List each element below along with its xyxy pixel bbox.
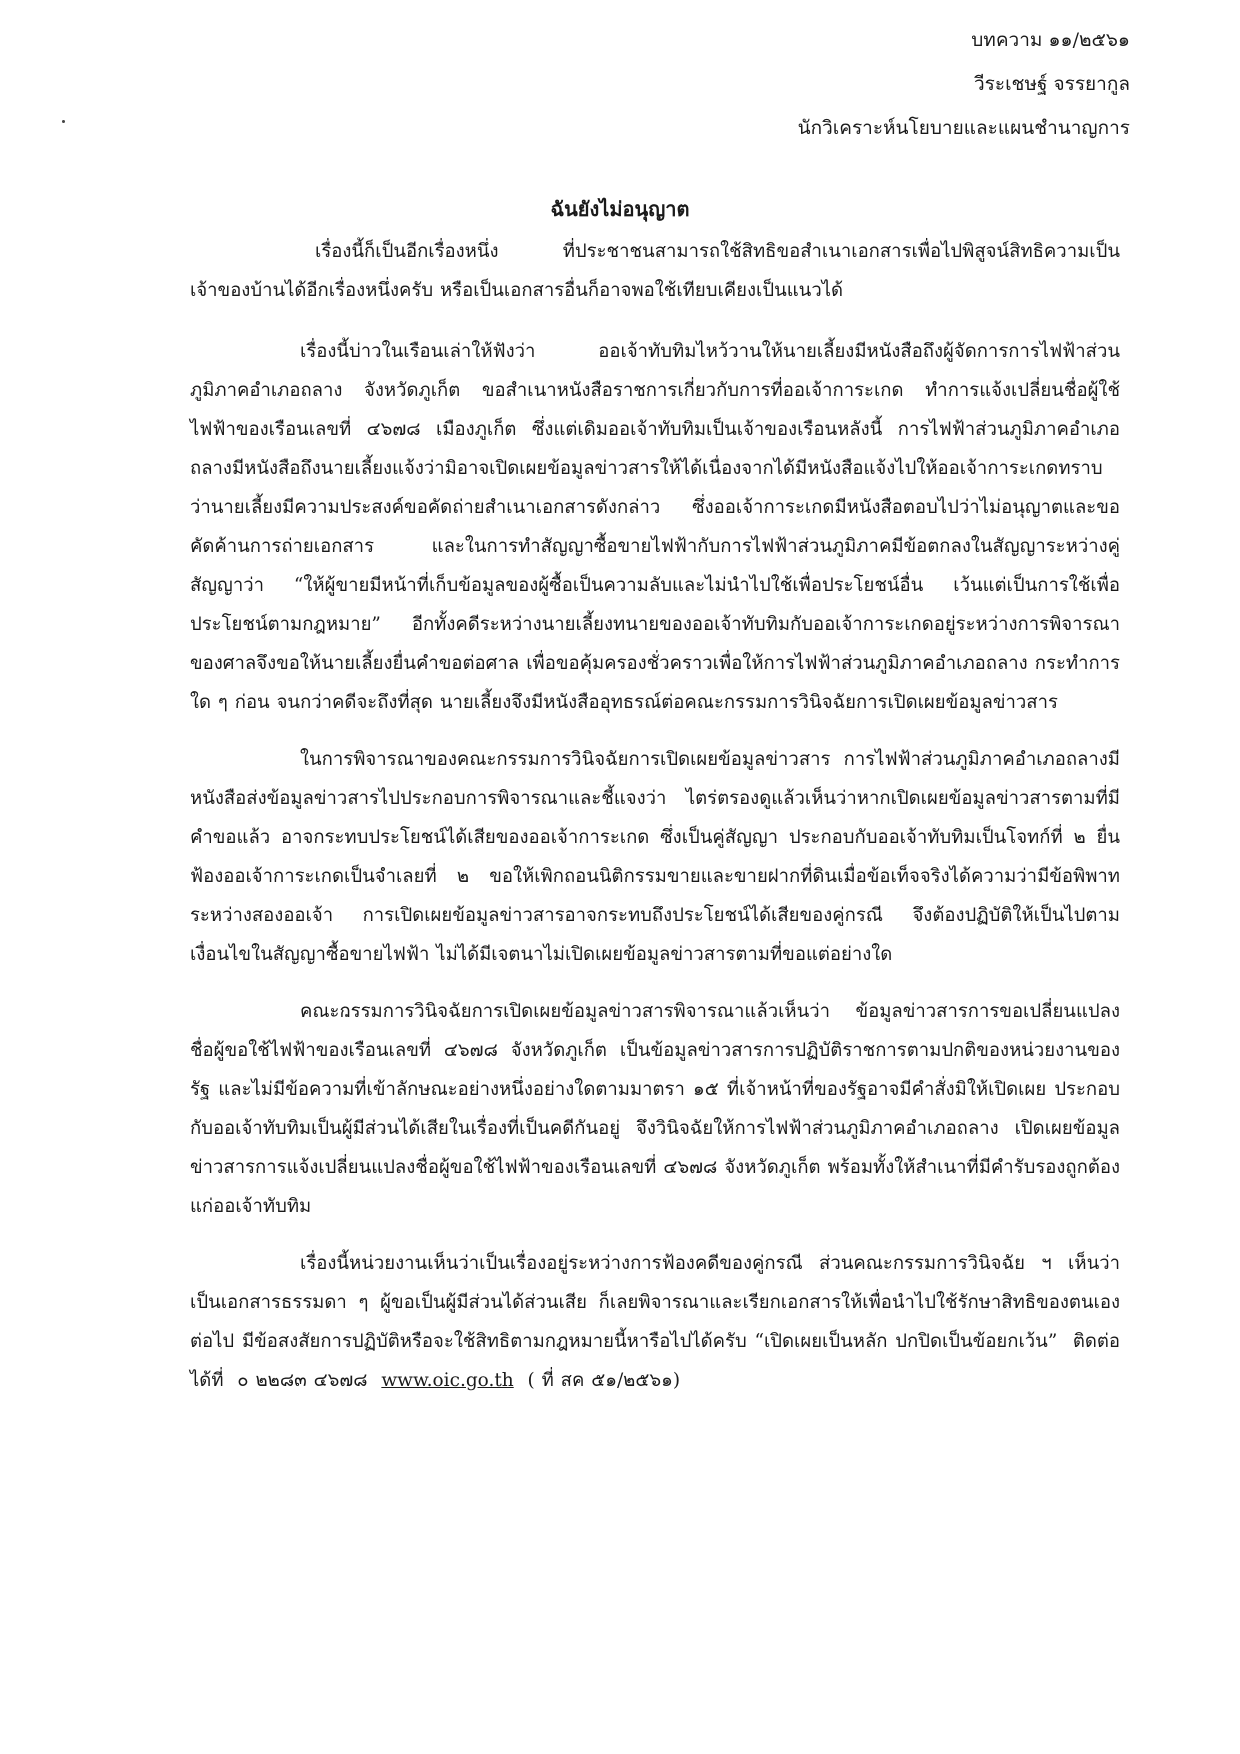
paragraph-agency-reply: ในการพิจารณาของคณะกรรมการวินิจฉัยการเปิดเผยข้อมูลข่าวสาร การไฟฟ้าส่วนภูมิภาคอำเภอถลางมีหนังสือส่งข้อมูลข่าวสารไปประกอบการพิจารณาและชี้แจงว่า ไตร่ตรองดูแล้วเห็นว่าหากเปิดเผยข้อมูลข่าวสารตามที่มีคำขอแล้ว อาจกระทบประโยชน์ได้เสียของออเจ้าการะเกด ซึ่งเป็นคู่สัญญา ประกอบกับออเจ้าทับทิมเป็นโจทก์ที่ ๒ ยื่นฟ้องออเจ้าการะเกดเป็นจำเลยที่ ๒ ขอให้เพิกถอนนิติกรรมขายและขายฝากที่ดินเมื่อข้อเท็จจริงได้ความว่ามีข้อพิพาทระหว่างสองออเจ้า การเปิดเผยข้อมูลข่าวสารอาจกระทบถึงประโยชน์ได้เสียของคู่กรณี จึงต้องปฏิบัติให้เป็นไปตามเงื่อนไขในสัญญาซื้อขายไฟฟ้า ไม่ได้มีเจตนาไม่เปิดเผยข้อมูลข่าวสารตามที่ขอแต่อย่างใด bbox=[190, 749, 1120, 965]
scan-speck bbox=[62, 120, 65, 123]
document-title: ฉันยังไม่อนุญาต bbox=[550, 197, 690, 221]
author-position: นักวิเคราะห์นโยบายและแผนชำนาญการ bbox=[797, 117, 1130, 139]
article-number: บทความ ๑๑/๒๕๖๑ bbox=[971, 29, 1130, 51]
document-header bbox=[630, 18, 1130, 150]
author-name: วีระเชษฐ์ จรรยากูล bbox=[973, 73, 1130, 95]
document-reference: ( ที่ สค ๕๑/๒๕๖๑) bbox=[527, 1370, 681, 1391]
contact-website-link[interactable]: www.oic.go.th bbox=[381, 1370, 514, 1391]
paragraph-committee-ruling: คณะกรรมการวินิจฉัยการเปิดเผยข้อมูลข่าวสารพิจารณาแล้วเห็นว่า ข้อมูลข่าวสารการขอเปลี่ยนแปลงชื่อผู้ขอใช้ไฟฟ้าของเรือนเลขที่ ๔๖๗๘ จังหวัดภูเก็ต เป็นข้อมูลข่าวสารการปฏิบัติราชการตามปกติของหน่วยงานของรัฐ และไม่มีข้อความที่เข้าลักษณะอย่างหนึ่งอย่างใดตามมาตรา ๑๕ ที่เจ้าหน้าที่ของรัฐอาจมีคำสั่งมิให้เปิดเผย ประกอบกับออเจ้าทับทิมเป็นผู้มีส่วนได้เสียในเรื่องที่เป็นคดีกันอยู่ จึงวินิจฉัยให้การไฟฟ้าส่วนภูมิภาคอำเภอถลาง เปิดเผยข้อมูลข่าวสารการแจ้งเปลี่ยนแปลงชื่อผู้ขอใช้ไฟฟ้าของเรือนเลขที่ ๔๖๗๘ จังหวัดภูเก็ต พร้อมทั้งให้สำเนาที่มีคำรับรองถูกต้องแก่ออเจ้าทับทิม bbox=[190, 1001, 1120, 1217]
paragraph-story: เรื่องนี้บ่าวในเรือนเล่าให้ฟังว่า ออเจ้าทับทิมไหว้วานให้นายเลี้ยงมีหนังสือถึงผู้จัดการการไฟฟ้าส่วนภูมิภาคอำเภอถลาง จังหวัดภูเก็ต ขอสำเนาหนังสือราชการเกี่ยวกับการที่ออเจ้าการะเกด ทำการแจ้งเปลี่ยนชื่อผู้ใช้ไฟฟ้าของเรือนเลขที่ ๔๖๗๘ เมืองภูเก็ต ซึ่งแต่เดิมออเจ้าทับทิมเป็นเจ้าของเรือนหลังนี้ การไฟฟ้าส่วนภูมิภาคอำเภอถลางมีหนังสือถึงนายเลี้ยงแจ้งว่ามิอาจเปิดเผยข้อมูลข่าวสารให้ได้เนื่องจากได้มีหนังสือแจ้งไปให้ออเจ้าการะเกดทราบว่านายเลี้ยงมีความประสงค์ขอคัดถ่ายสำเนาเอกสารดังกล่าว ซึ่งออเจ้าการะเกดมีหนังสือตอบไปว่าไม่อนุญาตและขอคัดค้านการถ่ายเอกสาร และในการทำสัญญาซื้อขายไฟฟ้ากับการไฟฟ้าส่วนภูมิภาคมีข้อตกลงในสัญญาระหว่างคู่สัญญาว่า “ให้ผู้ขายมีหน้าที่เก็บข้อมูลของผู้ซื้อเป็นความลับและไม่นำไปใช้เพื่อประโยชน์อื่น เว้นแต่เป็นการใช้เพื่อประโยชน์ตามกฎหมาย” อีกทั้งคดีระหว่างนายเลี้ยงทนายของออเจ้าทับทิมกับออเจ้าการะเกดอยู่ระหว่างการพิจารณาของศาลจึงขอให้นายเลี้ยงยื่นคำขอต่อศาล เพื่อขอคุ้มครองชั่วคราวเพื่อให้การไฟฟ้าส่วนภูมิภาคอำเภอถลาง กระทำการใด ๆ ก่อน จนกว่าคดีจะถึงที่สุด นายเลี้ยงจึงมีหนังสืออุทธรณ์ต่อคณะกรรมการวินิจฉัยการเปิดเผยข้อมูลข่าวสาร bbox=[190, 341, 1120, 713]
conclusion-text: เรื่องนี้หน่วยงานเห็นว่าเป็นเรื่องอยู่ระหว่างการฟ้องคดีของคู่กรณี ส่วนคณะกรรมการวินิจฉัย ฯ เห็นว่าเป็นเอกสารธรรมดา ๆ ผู้ขอเป็นผู้มีส่วนได้ส่วนเสีย ก็เลยพิจารณาและเรียกเอกสารให้เพื่อนำไปใช้รักษาสิทธิของตนเองต่อไป มีข้อสงสัยการปฏิบัติหรือจะใช้สิทธิตามกฎหมายนี้หารือไปได้ครับ “เปิดเผยเป็นหลัก ปกปิดเป็นข้อยกเว้น” bbox=[190, 1253, 1120, 1352]
contact-phone: ๐ ๒๒๘๓ ๔๖๗๘ bbox=[237, 1370, 368, 1391]
contact-prefix: ติดต่อได้ที่ bbox=[190, 1331, 1121, 1391]
paragraph-intro: เรื่องนี้ก็เป็นอีกเรื่องหนึ่ง ที่ประชาชนสามารถใช้สิทธิขอสำเนาเอกสารเพื่อไปพิสูจน์สิทธิความเป็นเจ้าของบ้านได้อีกเรื่องหนึ่งครับ หรือเป็นเอกสารอื่นก็อาจพอใช้เทียบเคียงเป็นแนวได้ bbox=[190, 241, 1120, 301]
document-body bbox=[190, 232, 1120, 1418]
paragraph-conclusion bbox=[190, 1244, 1120, 1400]
